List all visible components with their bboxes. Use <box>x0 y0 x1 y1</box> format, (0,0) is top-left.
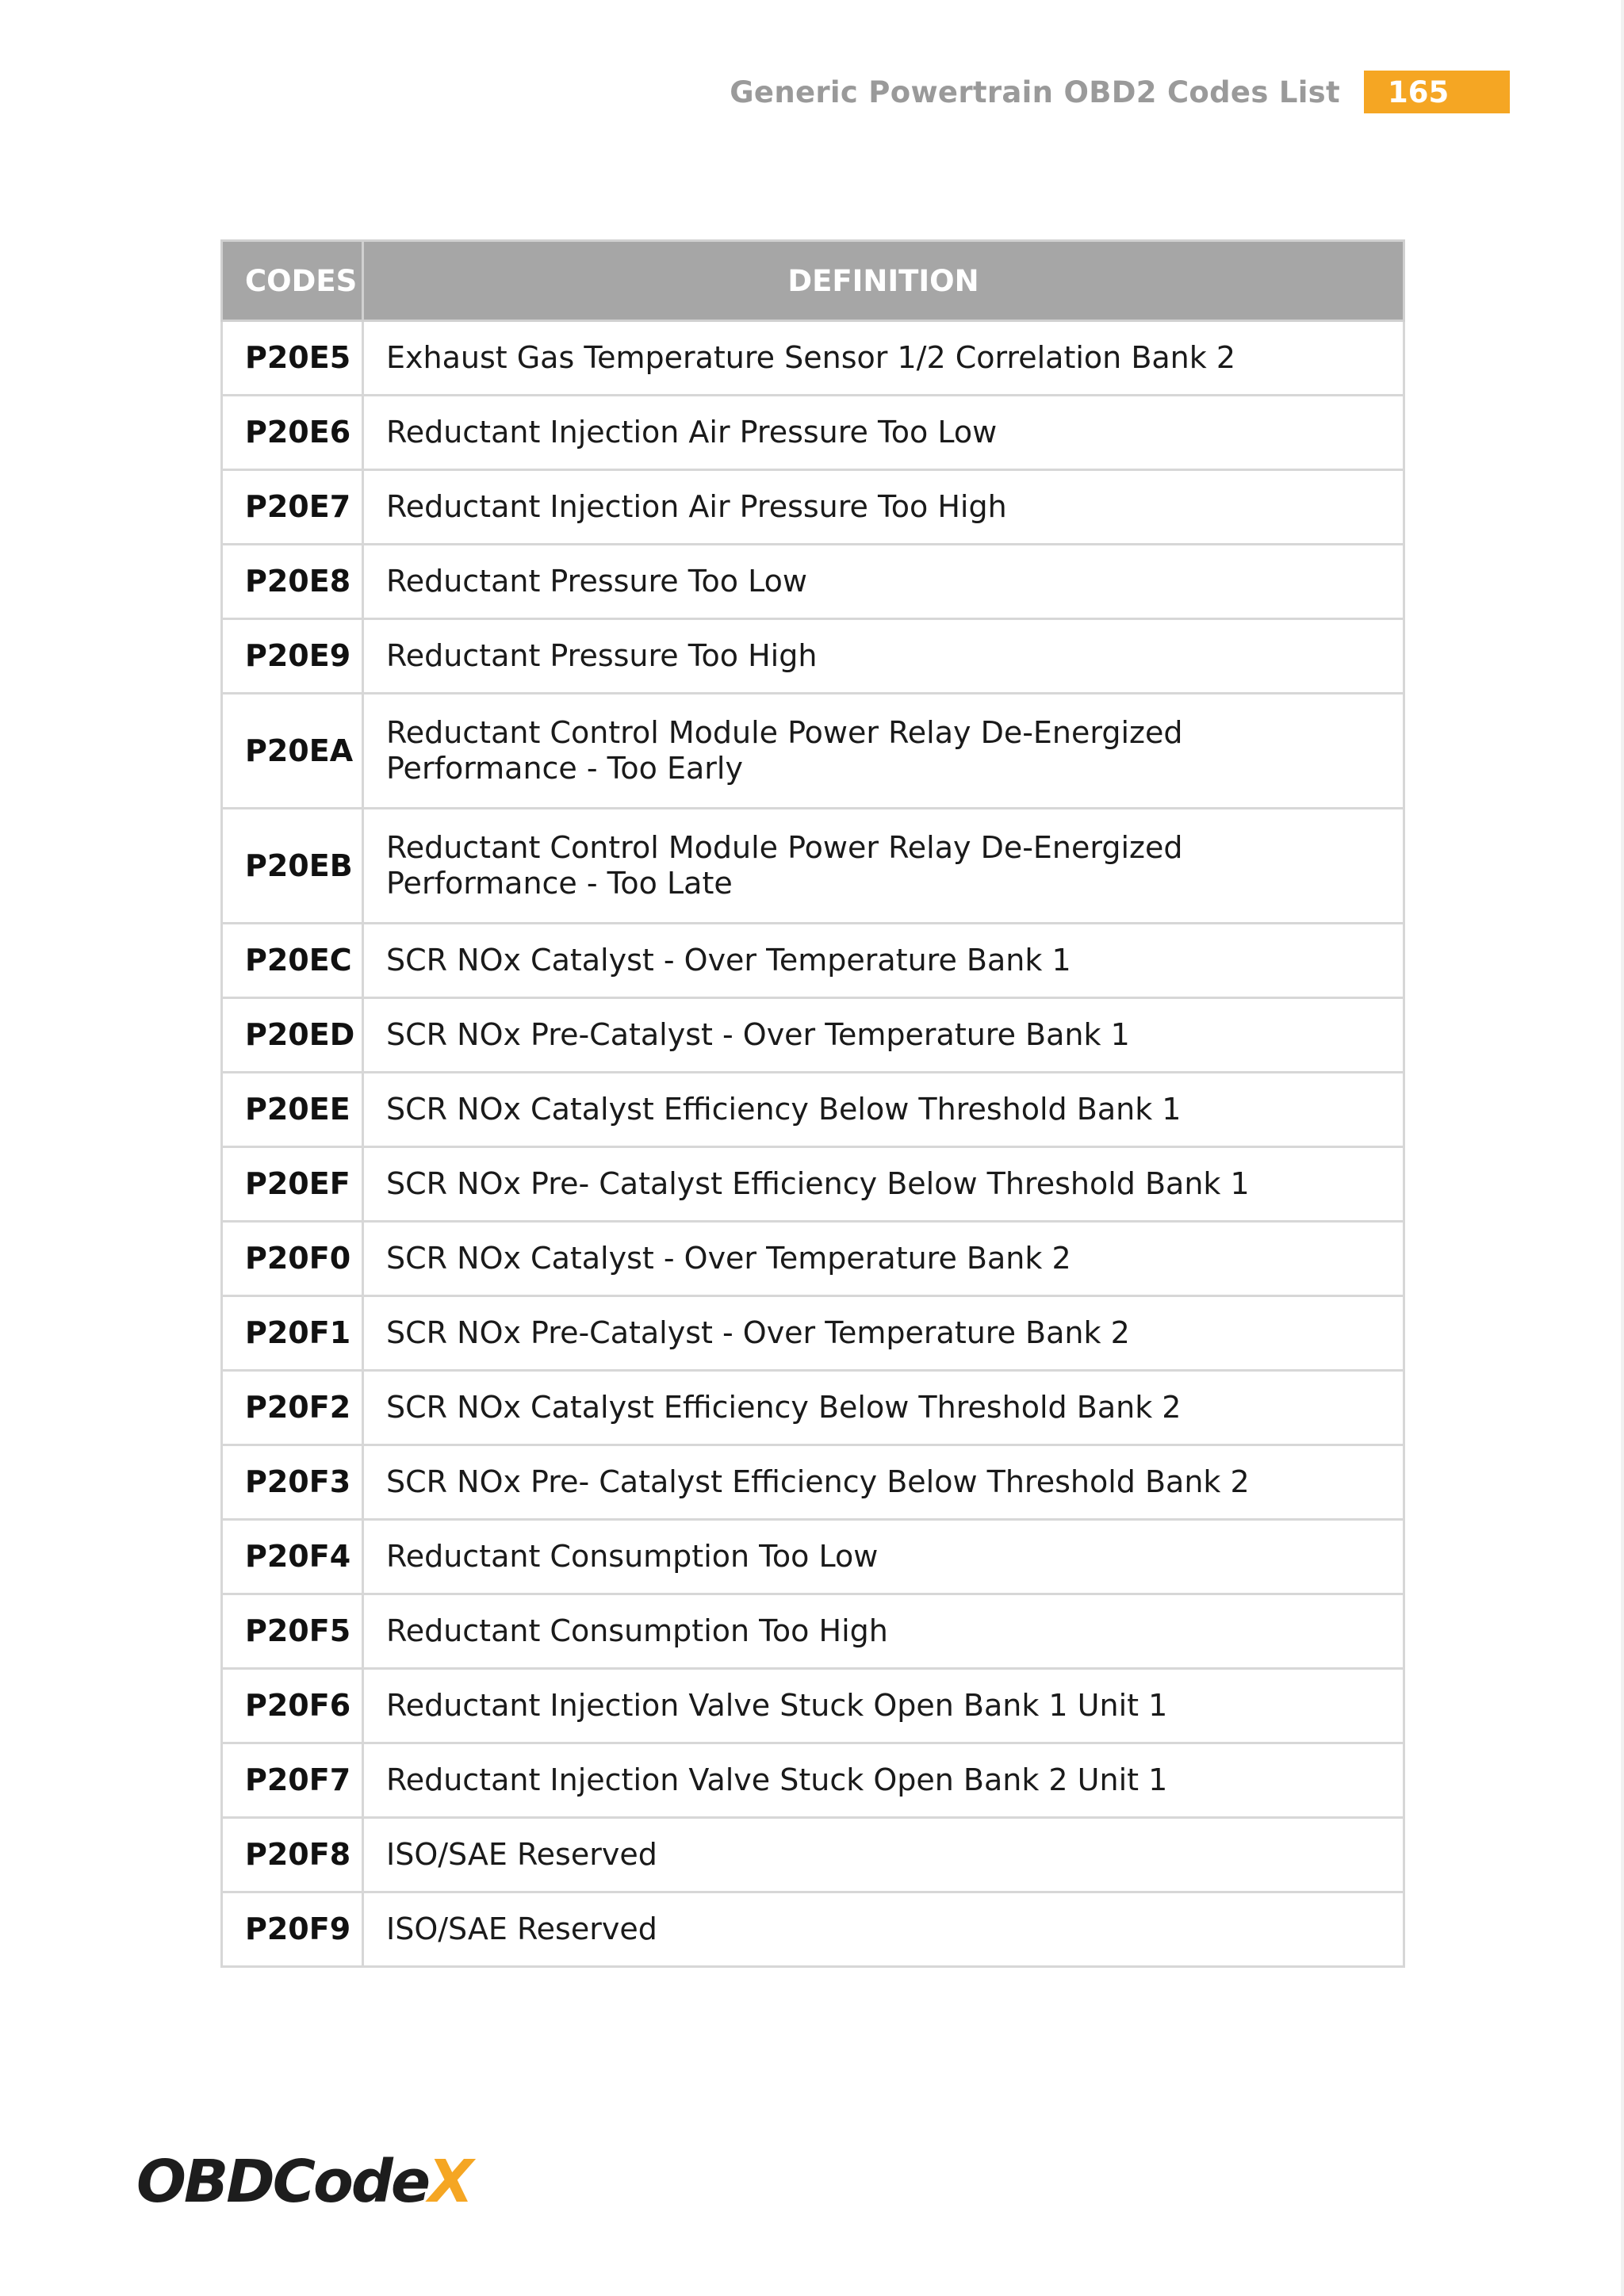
logo-wordmark: OBDCode <box>136 2148 429 2216</box>
definition-cell: Reductant Injection Air Pressure Too Low <box>363 396 1404 470</box>
definition-cell: SCR NOx Pre- Catalyst Efficiency Below Threshold Bank 1 <box>363 1147 1404 1222</box>
code-cell: P20F0 <box>222 1222 363 1296</box>
definition-cell: Reductant Control Module Power Relay De-Energized Performance - Too Late <box>363 809 1404 924</box>
table-row <box>222 998 1404 1073</box>
code-cell: P20E7 <box>222 470 363 545</box>
code-cell: P20EE <box>222 1073 363 1147</box>
definition-cell: SCR NOx Catalyst Efficiency Below Threshold Bank 1 <box>363 1073 1404 1147</box>
definition-cell: ISO/SAE Reserved <box>363 1892 1404 1967</box>
logo-x-mark: X <box>428 2148 472 2216</box>
table-header-row <box>222 241 1404 321</box>
code-cell: P20F1 <box>222 1296 363 1371</box>
definition-cell: Reductant Control Module Power Relay De-Energized Performance - Too Early <box>363 694 1404 809</box>
definition-cell: SCR NOx Pre-Catalyst - Over Temperature Bank 1 <box>363 998 1404 1073</box>
definition-cell: SCR NOx Catalyst - Over Temperature Bank 1 <box>363 924 1404 998</box>
table-row <box>222 694 1404 809</box>
code-cell: P20E9 <box>222 619 363 694</box>
table-row <box>222 1818 1404 1892</box>
code-cell: P20EF <box>222 1147 363 1222</box>
code-cell: P20F9 <box>222 1892 363 1967</box>
table-row <box>222 619 1404 694</box>
table-row <box>222 809 1404 924</box>
table-row <box>222 1892 1404 1967</box>
obdcodex-logo <box>136 2150 471 2214</box>
code-cell: P20EB <box>222 809 363 924</box>
code-cell: P20F7 <box>222 1743 363 1818</box>
definition-cell: ISO/SAE Reserved <box>363 1818 1404 1892</box>
definition-cell: Reductant Injection Valve Stuck Open Bank 1 Unit 1 <box>363 1669 1404 1743</box>
table-row <box>222 1594 1404 1669</box>
codes-column-header: CODES <box>222 241 363 321</box>
code-cell: P20EA <box>222 694 363 809</box>
code-cell: P20E8 <box>222 545 363 619</box>
code-cell: P20F3 <box>222 1445 363 1520</box>
table-row <box>222 1743 1404 1818</box>
table-row <box>222 1669 1404 1743</box>
table-row <box>222 1147 1404 1222</box>
definition-cell: SCR NOx Catalyst - Over Temperature Bank 2 <box>363 1222 1404 1296</box>
code-cell: P20F8 <box>222 1818 363 1892</box>
table-row <box>222 1371 1404 1445</box>
definition-cell: Reductant Injection Air Pressure Too High <box>363 470 1404 545</box>
definition-cell: Reductant Injection Valve Stuck Open Bank 2 Unit 1 <box>363 1743 1404 1818</box>
code-cell: P20EC <box>222 924 363 998</box>
definition-cell: Reductant Consumption Too Low <box>363 1520 1404 1594</box>
code-cell: P20F4 <box>222 1520 363 1594</box>
definition-cell: SCR NOx Catalyst Efficiency Below Threshold Bank 2 <box>363 1371 1404 1445</box>
table-row <box>222 1296 1404 1371</box>
table-row <box>222 1222 1404 1296</box>
document-title: Generic Powertrain OBD2 Codes List <box>730 75 1340 109</box>
code-cell: P20E6 <box>222 396 363 470</box>
table-row <box>222 1073 1404 1147</box>
code-cell: P20F5 <box>222 1594 363 1669</box>
definition-cell: Exhaust Gas Temperature Sensor 1/2 Correlation Bank 2 <box>363 321 1404 396</box>
code-cell: P20E5 <box>222 321 363 396</box>
code-cell: P20F6 <box>222 1669 363 1743</box>
codes-table <box>220 239 1405 1968</box>
table-row <box>222 1520 1404 1594</box>
table-row <box>222 396 1404 470</box>
page-number-badge: 165 <box>1364 71 1510 113</box>
code-cell: P20ED <box>222 998 363 1073</box>
table-row <box>222 545 1404 619</box>
definition-column-header: DEFINITION <box>363 241 1404 321</box>
table-row <box>222 924 1404 998</box>
page-edge <box>1621 0 1624 2296</box>
definition-cell: Reductant Consumption Too High <box>363 1594 1404 1669</box>
table-row <box>222 321 1404 396</box>
code-cell: P20F2 <box>222 1371 363 1445</box>
page-header <box>730 70 1510 114</box>
definition-cell: SCR NOx Pre-Catalyst - Over Temperature Bank 2 <box>363 1296 1404 1371</box>
definition-cell: SCR NOx Pre- Catalyst Efficiency Below Threshold Bank 2 <box>363 1445 1404 1520</box>
definition-cell: Reductant Pressure Too High <box>363 619 1404 694</box>
table-row <box>222 470 1404 545</box>
definition-cell: Reductant Pressure Too Low <box>363 545 1404 619</box>
table-row <box>222 1445 1404 1520</box>
